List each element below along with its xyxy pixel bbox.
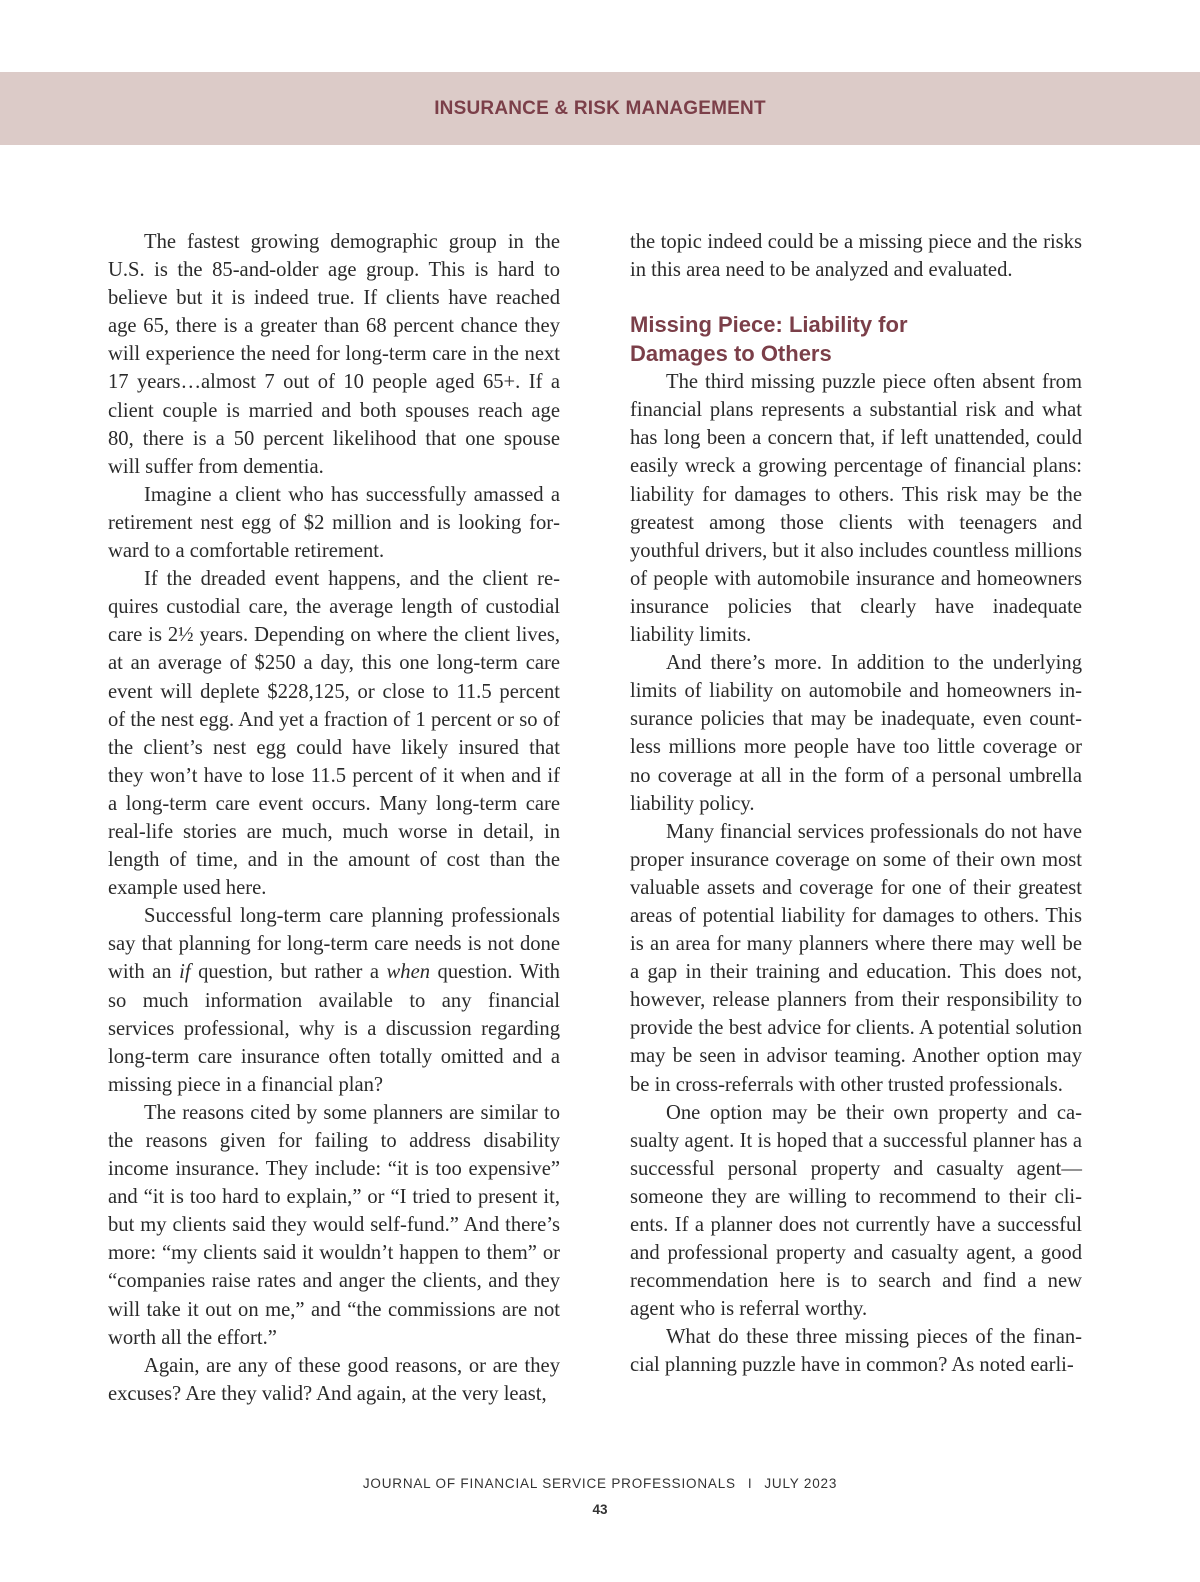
paragraph: What do these three missing pieces of the financial planning puzzle have in common? As noted earli- [630, 1326, 1082, 1377]
page-footer [0, 1476, 1200, 1491]
right-column [630, 228, 1082, 1380]
heading-line: Missing Piece: Liability for [630, 312, 908, 338]
paragraph: Imagine a client who has successfully amassed a retirement nest egg of $2 million and is looking forward to a comfortable retirement. [108, 483, 560, 563]
heading-line: Damages to Others [630, 341, 832, 367]
paragraph-text: question. With so much information available to any financial services professional, why is a discussion regarding long-term care insurance often totally omitted and a missing piece in a financial plan? [108, 961, 560, 1096]
paragraph: The fastest growing demographic group in the U.S. is the 85-and-older age group. This is hard to believe but it is indeed true. If clients have reached age 65, there is a greater than 68 percent chance they will experience the need for long-term care in the next 17 years…almost 7 out of 10 people aged 65+. If a client couple is married and both spouses reach age 80, there is a 50 percent likelihood that one spouse will suffer from dementia. [108, 231, 560, 478]
left-column [108, 228, 560, 1408]
paragraph: The reasons cited by some planners are similar to the reasons given for failing to address disability income insurance. They include: “it is too expensive” and “it is too hard to explain,” or “I tried to present it, but my clients said they would self-fund.” And there’s more: “my clients said it wouldn’t happen to them” or “companies raise rates and anger the clients, and they will take it out on me,” and “the commissions are not worth all the effort.” [108, 1101, 560, 1349]
paragraph-text: Successful long-term care planning professionals say that planning for long-term care needs is not done with an [108, 905, 560, 984]
emphasis-if: if [179, 961, 191, 984]
paragraph-continued: the topic indeed could be a missing piece and the risks in this area need to be analyzed and evaluated. [630, 231, 1082, 282]
page-number: 43 [592, 1502, 608, 1517]
paragraph: And there’s more. In addition to the underlying limits of liability on automobile and homeowners insurance policies that may be inadequate, even countless millions more people have too little coverage or no coverage at all in the form of a personal umbrella liability policy. [630, 652, 1082, 815]
issue-date: JULY 2023 [764, 1476, 838, 1491]
paragraph: The third missing puzzle piece often absent from financial plans represents a substantial risk and what has long been a concern that, if left unattended, could easily wreck a growing percentage of financial plans: liability for damages to others. This risk may be the greatest among those clients with teenagers and youthful drivers, but it also includes countless millions of people with automobile insurance and homeowners insurance policies that clearly have inadequate liability limits. [630, 371, 1082, 647]
section-heading [630, 310, 1082, 368]
section-banner [0, 72, 1200, 145]
paragraph: Many financial services professionals do not have proper insurance coverage on some of their own most valuable assets and coverage for one of their greatest areas of potential liability for damages to others. This is an area for many planners where there may well be a gap in their training and education. This does not, however, release planners from their responsibility to provide the best advice for clients. A potential solution may be seen in advisor teaming. Another option may be in cross-referrals with other trusted professionals. [630, 820, 1082, 1096]
paragraph: If the dreaded event happens, and the client requires custodial care, the average length of custodial care is 2½ years. Depending on where the client lives, at an average of $250 a day, this one long-term care event will deplete $228,125, or close to 11.5 percent of the nest egg. And yet a fraction of 1 percent or so of the client’s nest egg could have likely insured that they won’t have to lose 11.5 percent of it when and if a long-term care event occurs. Many long-term care real-life stories are much, much worse in detail, in length of time, and in the amount of cost than the example used here. [108, 568, 560, 900]
paragraph [108, 902, 560, 1099]
paragraph: Again, are any of these good reasons, or are they excuses? Are they valid? And again, at the very least, [108, 1354, 560, 1405]
paragraph-text: question, but rather a [190, 961, 387, 984]
emphasis-when: when [386, 961, 431, 984]
journal-name: JOURNAL OF FINANCIAL SERVICE PROFESSIONALS [362, 1476, 736, 1491]
paragraph: One option may be their own property and casualty agent. It is hoped that a successful planner has a successful personal property and casualty agent—someone they are willing to recommend to their clients. If a planner does not currently have a successful and professional property and casualty agent, a good recommendation here is to search and find a new agent who is referral worthy. [630, 1101, 1082, 1321]
footer-separator: I [747, 1476, 753, 1491]
section-title: INSURANCE & RISK MANAGEMENT [434, 97, 766, 119]
